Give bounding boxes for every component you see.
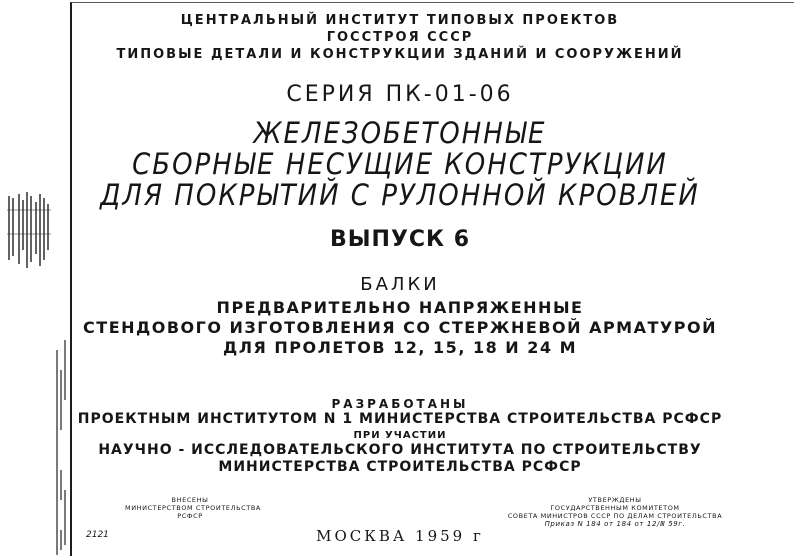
gosstroy-line: ГОССТРОЯ СССР [326,30,474,45]
sheet-number: 2121 [86,530,109,540]
series-category: ТИПОВЫЕ ДЕТАЛИ И КОНСТРУКЦИИ ЗДАНИЙ И СООРУЖЕНИЙ [116,47,684,62]
approved-order: Приказ N 184 от 184 от 12/Ⅲ 59г. [544,520,686,528]
approved-heading: УТВЕРЖДЕНЫ [588,496,642,504]
submitted-heading: ВНЕСЕНЫ [171,496,209,504]
approved-by-block [505,496,725,528]
subject-line-4: ДЛЯ ПРОЛЕТОВ 12, 15, 18 И 24 М [222,338,578,357]
title-line-3: ДЛЯ ПОКРЫТИЙ С РУЛОННОЙ КРОВЛЕЙ [100,179,700,213]
title-line-2: СБОРНЫЕ НЕСУЩИЕ КОНСТРУКЦИИ [132,148,668,182]
series-code: СЕРИЯ ПК-01-06 [286,82,514,107]
submitted-line-2: МИНИСТЕРСТВОМ СТРОИТЕЛЬСТВА [125,504,261,512]
subject-line-3: СТЕНДОВОГО ИЗГОТОВЛЕНИЯ СО СТЕРЖНЕВОЙ АРМАТУРОЙ [83,318,717,337]
submitted-line-3: РСФСР [177,512,203,520]
subject-line-2: ПРЕДВАРИТЕЛЬНО НАПРЯЖЕННЫЕ [216,298,584,317]
title-line-1: ЖЕЛЕЗОБЕТОННЫЕ [253,117,547,151]
developer-primary: ПРОЕКТНЫМ ИНСТИТУТОМ N 1 МИНИСТЕРСТВА СТРОИТЕЛЬСТВА РСФСР [77,411,723,427]
subject-heading: БАЛКИ [360,274,440,295]
approved-line-3: СОВЕТА МИНИСТРОВ СССР ПО ДЕЛАМ СТРОИТЕЛЬСТВА [507,512,723,520]
developer-ministry: МИНИСТЕРСТВА СТРОИТЕЛЬСТВА РСФСР [218,459,582,475]
submitted-by-block [125,496,261,520]
issue-number: ВЫПУСК 6 [329,227,471,252]
developer-participation: ПРИ УЧАСТИИ [353,430,447,441]
institute-name: ЦЕНТРАЛЬНЫЙ ИНСТИТУТ ТИПОВЫХ ПРОЕКТОВ [180,13,620,28]
developer-secondary: НАУЧНО - ИССЛЕДОВАТЕЛЬСКОГО ИНСТИТУТА ПО СТРОИТЕЛЬСТВУ [98,442,702,458]
approved-line-2: ГОСУДАРСТВЕННЫМ КОМИТЕТОМ [550,504,680,512]
developers-heading: РАЗРАБОТАНЫ [331,397,469,411]
city-year: МОСКВА 1959 г [316,527,484,545]
